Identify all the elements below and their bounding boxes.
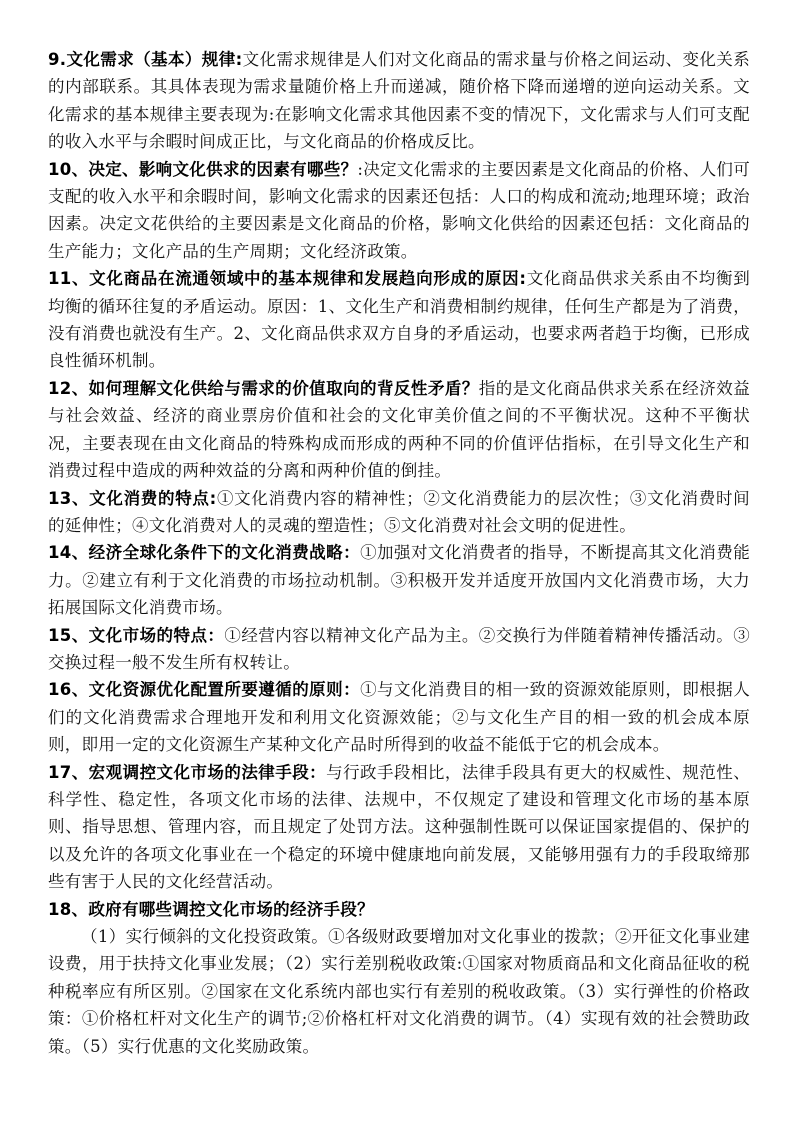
- section-body: :决定文化需求的主要因素是文化商品的价格、人们可支配的收入水平和余暇时间，影响文化需求的因素还包括：人口的构成和流动;地理环境；政治因素。决定文花供给的主要因素是文化商品的价格，影响文化供给的因素还包括：文化商品的生产能力；文化产品的生产周期；文化经济政策。: [48, 159, 750, 261]
- section-body: ①与文化消费目的相一致的资源效能原则，即根据人们的文化消费需求合理地开发和利用文化资源效能；②与文化生产目的相一致的机会成本原则，即用一定的文化资源生产某种文化产品时所得到的收益不能低于它的机会成本。: [48, 680, 750, 755]
- section-15: [48, 622, 750, 677]
- section-body: 与行政手段相比，法律手段具有更大的权威性、规范性、科学性、稳定性，各项文化市场的法律、法规中，不仅规定了建设和管理文化市场的基本原则、指导思想、管理内容，而且规定了处罚方法。这种强制性既可以保证国家提倡的、保护的以及允许的各项文化事业在一个稳定的环境中健康地向前发展，又能够用强有力的手段取缔那些有害于人民的文化经营活动。: [48, 762, 751, 892]
- section-heading: 18、政府有哪些调控文化市场的经济手段？: [48, 899, 374, 919]
- section-heading: 10、决定、影响文化供求的因素有哪些？: [48, 159, 358, 179]
- section-heading: 16、文化资源优化配置所要遵循的原则：: [48, 680, 361, 700]
- section-body: ①经营内容以精神文化产品为主。②交换行为伴随着精神传播活动。③交换过程一般不发生所有权转让。: [48, 625, 750, 672]
- section-body: 指的是文化商品供求关系在经济效益与社会效益、经济的商业票房价值和社会的文化审美价值之间的不平衡状况。这种不平衡状况，主要表现在由文化商品的特殊构成而形成的两种不同的价值评估指标，在引导文化生产和消费过程中造成的两种效益的分离和两种价值的倒挂。: [48, 378, 750, 481]
- section-heading: 9.文化需求（基本）规律:: [48, 50, 243, 69]
- section-heading: 15、文化市场的特点：: [48, 625, 225, 645]
- section-18: [48, 896, 750, 923]
- section-13: [48, 485, 750, 540]
- document-page: [48, 46, 750, 1060]
- section-body: ①加强对文化消费者的指导，不断提高其文化消费能力。②建立有利于文化消费的市场拉动机制。③积极开发并适度开放国内文化消费市场，大力拓展国际文化消费市场。: [48, 543, 750, 618]
- section-9: [48, 46, 750, 156]
- section-heading: 13、文化消费的特点:: [48, 488, 217, 508]
- section-14: [48, 539, 750, 621]
- section-12: [48, 375, 750, 485]
- section-heading: 14、经济全球化条件下的文化消费战略：: [48, 543, 361, 563]
- section-11: [48, 265, 750, 375]
- section-17: [48, 759, 750, 896]
- section-body: ①文化消费内容的精神性；②文化消费能力的层次性；③文化消费时间的延伸性；④文化消费对人的灵魂的塑造性；⑤文化消费对社会文明的促进性。: [48, 488, 750, 535]
- section-body: 文化商品供求关系由不均衡到均衡的循环往复的矛盾运动。原因：1、文化生产和消费相制约规律，任何生产都是为了消费，没有消费也就没有生产。2、文化商品供求双方自身的矛盾运动，也要求两者趋于均衡，已形成良性循环机制。: [48, 269, 750, 371]
- section-heading: 17、宏观调控文化市场的法律手段：: [48, 762, 327, 782]
- section-10: [48, 156, 750, 266]
- section-body: 文化需求规律是人们对文化商品的需求量与价格之间运动、变化关系的内部联系。其具体表现为需求量随价格上升而递减，随价格下降而递增的逆向运动关系。文化需求的基本规律主要表现为:在影响文化需求其他因素不变的情况下，文化需求与人们可支配的收入水平与余暇时间成正比，与文化商品的价格成反比。: [48, 50, 751, 152]
- section-heading: 11、文化商品在流通领域中的基本规律和发展趋向形成的原因:: [48, 269, 527, 289]
- final-paragraph: （1）实行倾斜的文化投资政策。①各级财政要增加对文化事业的拨款；②开征文化事业建设费，用于扶持文化事业发展；（2）实行差别税收政策:①国家对物质商品和文化商品征收的税种税率应有所区别。②国家在文化系统内部也实行有差别的税收政策。（3）实行弹性的价格政策：①价格杠杆对文化生产的调节;②价格杠杆对文化消费的调节。（4）实现有效的社会赞助政策。（5）实行优惠的文化奖励政策。: [48, 927, 750, 1056]
- section-heading: 12、如何理解文化供给与需求的价值取向的背反性矛盾？: [48, 378, 479, 398]
- section-16: [48, 676, 750, 758]
